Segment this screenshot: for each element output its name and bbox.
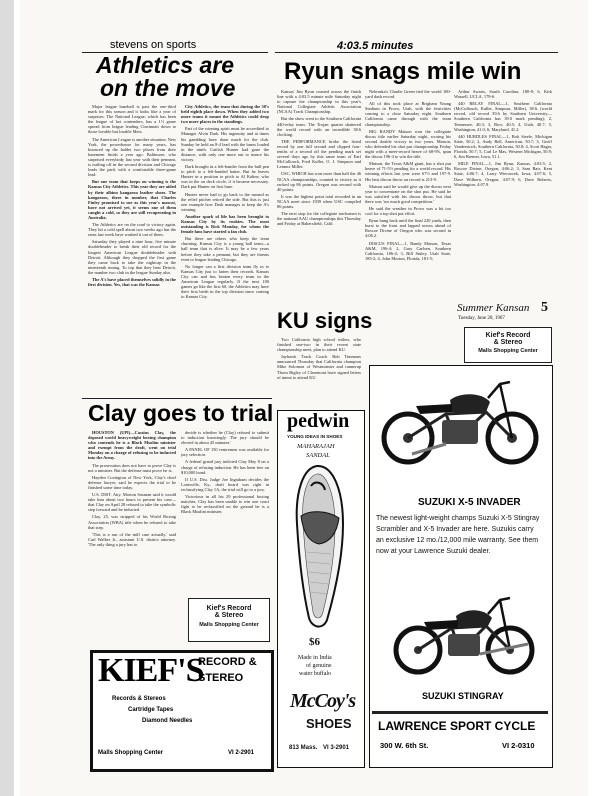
paragraph: It was the highest point total recorded in an NCAA meet since 1939 when USC compiled 86 points. [277, 193, 361, 209]
paragraph: Another spark of life has been brought to Kansas City by its rookies. The most outstanding is Rick Monday, for whom the female fans have started a fan club. [181, 213, 269, 235]
paragraph: He said the weather in Provo was a bit too cool for a top shot put effort. [365, 205, 451, 217]
paragraph: City Athletics, the team that during the 50's held eighth place down. When they added two more teams it meant the Athletics could drop two more places in the standings. [181, 104, 269, 125]
paragraph: MILE FINAL—1, Jim Ryun, Kansas, 4:03.5; 2, Roscoe Divine, Oregon, 4:06.2; 3, Sam Bair, Kent State, 4:06.7; 4, Larry Wieczorek, Iowa, 4:07.6; 5, Dave Wilborn, Oregon, 4:07.9; 6, Dave Roberts, Washington, 4:07.9. [454, 161, 552, 187]
paragraph: Part of the winning spirit must be accredited to Manager Alvin Dark. His ingenuity and at times his gambling have done much for the club. Sunday he held an 8-4 lead with the bases loaded in the ninth. Catfish Hunter had gone the distance, with only one more out to insure his victory. [181, 126, 269, 162]
kiefs-ad-line1: Kief's Record [485, 332, 531, 339]
mccoys-logo: McCoy's [290, 690, 356, 712]
kiefs-big-ad-record-2: STEREO [198, 672, 244, 684]
kiefs-big-ad-name: KIEF'S [98, 652, 204, 689]
paragraph: Victorious in all his 29 professional boxing matches, Clay has been unable to win one court fight to be reclassified on the ground he is a Black Muslim minister. [181, 494, 269, 515]
paragraph: DISCUS FINAL—1, Randy Matson, Texas A&M, 196-4; 2, Gary Carlsen, Southern California, 186-4; 3, Bill Stuley, Utah State, 185-2; 4, John Morton, Florida, 181-5; [365, 240, 451, 261]
paragraph: Hunter never had to go back to the mound as the relief pitcher retired the side. But this is just one example how Dark manages to keep the A's winning. [181, 191, 269, 212]
kiefs-ad-line3: Malls Shopping Center [199, 622, 259, 628]
issue-date: Tuesday, June 20, 1967 [458, 316, 505, 321]
clay-column-1 [88, 430, 176, 640]
paragraph: A PANEL OF 150 veniremen was available for jury selection. [181, 447, 269, 458]
suzuki-desc-line1: The newest light-weight champs Suzuki X-5 Stingray [376, 515, 540, 522]
paragraph: 440 HURDLES FINAL—1, Bob Steele, Michigan State, 50.2; 2, Andy Bell, American, 50.7; 3, Geoff Vanderstock, Southern California, 50.8; 4, Scott Hagar, Florida, 50.7; 5, Carl Le Mas, Western Michigan, 50.9; 6, Jim Bremer, Iowa, 51.1. [454, 133, 552, 160]
ku-signs-text [277, 337, 361, 409]
time-header: 4:03.5 minutes [337, 40, 414, 52]
kiefs-big-ad-phone: VI 2-2901 [228, 750, 255, 756]
suzuki-dealer: LAWRENCE SPORT CYCLE [378, 719, 536, 733]
engine [442, 420, 478, 444]
suzuki-address: 300 W. 6th St. [380, 741, 429, 750]
pedwin-made-line1: Made in India [298, 655, 332, 661]
paragraph: Dark brought in a left-hander from the bull pen to pitch to a left-handed batter. But he leaves Hunter in a position to pitch to Al Kaline, who was in the on deck circle, if it became necessary. Dark put Hunter on first base. [181, 164, 269, 190]
kiefs-big-ad-record-1: RECORD & [198, 656, 257, 668]
paragraph: All of this took place at Brigham Young Stadium in Provo, Utah, with the festivities coming to a close Saturday night. Southern California came through with the team championship. [365, 101, 451, 127]
pedwin-tagline: YOUNG IDEAS IN SHOES [287, 434, 343, 439]
paragraph: Saturday they played a nine hour, five minute doubleheader to break their old record for the longest American League doubleheader with Detroit. Although they dropped the first game they came back to take the nightcap in the nineteenth inning. To top that they beat Detroit, the number two club in the league Sunday also. [88, 239, 176, 275]
suzuki-desc-line4: now at your Lawrence Suzuki dealer. [376, 548, 491, 555]
paragraph: A federal grand jury indicted Clay May 8 on a charge of refusing induction. He has been free on $10,000 bond. [181, 459, 269, 475]
kiefs-ad-bottom [188, 598, 270, 642]
paragraph: 440 RELAY FINAL—1, Southern California (McCullouch, Kuller, Simpson, Miller), 38.6, (world record, old record 39.6 by Southern University—Southern California has 39.0 mark pending); 2, Tennessee, 40.3; 3, Rice, 40.5; 4, Utah, 40.7; 5, Washington, 41.0; 6, Maryland, 41.2. [454, 101, 552, 132]
paragraph: The Athletics are on the road to victory again. They hit a cold spell about two weeks ago but the rains last week have washed it out of them. [88, 222, 176, 238]
motorcycle-illustration-invader [376, 368, 544, 468]
scanner-edge [0, 0, 14, 796]
kiefs-ad-top [464, 327, 552, 363]
paragraph: But one team that keeps on winning is the Kansas City Athletics. This year they are aided by their albino kangaroo leather shoes. The kangaroos, three in number, that Charles Finley promised to use as this year's mascot, have not arrived yet, it seems one of them caught a cold, so they are still recuperating in Australia. [88, 179, 176, 220]
pedwin-brand: pedwin [287, 410, 350, 432]
pedwin-made-line2: of genuine [306, 663, 332, 669]
pedwin-phone: VI 3-2901 [323, 745, 350, 751]
paragraph: Ryun hung back until the final 220 yards, then burst to the front and lapped across ahead of Roscoe Divine of Oregon who was second in 4:06.2. [365, 218, 451, 239]
kiefs-big-ad-line2: Cartridge Tapes [128, 707, 174, 713]
fuel-tank [456, 610, 492, 626]
motorcycle-illustration-stingray [388, 588, 538, 678]
athletics-column-2 [181, 104, 269, 396]
suzuki-desc-line3: an exclusive 12 mo./12,000 mile warranty. See them [376, 537, 539, 544]
paragraph: Matson, the Texas A&M giant, has a shot put heave of 71-5½ pending for a world record. His winning efforts last year were 67½ and 197-9. His best discus throw on record is 213-9. [365, 161, 451, 182]
ryun-column-3 [454, 89, 552, 289]
paragraph: Jayhawk Track Coach Bob Timmons announced Thursday that California champion Mike Solomon of Westminster and runnerup Thorn Bigley of Claremont have signed letters of intent to attend KU. [277, 354, 361, 380]
kiefs-ad-line1: Kief's Record [206, 605, 252, 612]
mccoys-shoes: SHOES [306, 716, 352, 731]
kiefs-ad-line2: & Stereo [214, 612, 244, 619]
clay-column-2 [181, 430, 269, 590]
pedwin-price: $6 [309, 636, 320, 648]
paragraph: THE PERFORMANCE broke the listed record by one full second and clipped four-tenths of a second off the pending mark set several days ago by this same team of Earl McCullouch, Fred Kuller, O. J. Simpson and Lennox Miller. [277, 138, 361, 170]
paragraph: Matson said he would give up the discus next year to concentrate on the shot put. He said he was satisfied with his discus throw, but that there was 'too much good competition.' [365, 183, 451, 204]
paragraph: The prosecution does not have to prove Clay is not a minister. But the defense must prove he is. [88, 462, 176, 473]
fuel-tank [450, 394, 490, 412]
paragraph: HOUSTON (UPI)—Cassius Clay, the deposed world heavyweight boxing champion who contends he is a Black Muslim minister and exempt from the draft, went on trial Monday on a charge of refusing to be inducted into the Army. [88, 430, 176, 461]
paragraph: Hayden Covington of New York, Clay's chief defense lawyer, said he expects the trial to be finished some time today. [88, 474, 176, 490]
athletics-headline-line1: Athletics are [96, 52, 235, 78]
paper-name: Summer Kansan [457, 302, 530, 314]
page-number: 5 [541, 300, 548, 315]
sandal-illustration [287, 462, 351, 632]
athletics-column-1 [88, 104, 176, 396]
athletics-headline-line2: on the move [100, 75, 236, 101]
suzuki-model2: SUZUKI STINGRAY [422, 691, 504, 701]
paragraph: The American League is another situation. New York, the powerhouse for many years, has bounced up the ladder two places from their basement finish a year ago. Baltimore, who surprised everybody last year with their pennant, is trailing off in the second division and Chicago leads the pack with a comfortable three-game lead. [88, 136, 176, 178]
pedwin-made-line3: water buffalo [299, 671, 332, 677]
ryun-column-2 [365, 89, 451, 354]
kiefs-big-ad-address: Malls Shopping Center [98, 750, 164, 756]
paragraph: Two California high school milers, who finished one-two in their recent state championship meet, plan to attend KU. [277, 337, 361, 353]
suzuki-phone: VI 2-0310 [502, 741, 535, 750]
paragraph: Kansas' Jim Ryun coasted across the finish line with a 4:03.5 minute mile Saturday night to capture the championship in this year's National Collegiate Athletic Association (NCAA) Track Championship. [277, 89, 361, 115]
paragraph: The A's have placed themselves solidly in the first division. Yes, that was the Kansas [88, 277, 176, 288]
suzuki-model1: SUZUKI X-5 INVADER [418, 497, 521, 508]
paragraph: BIG RANDY Matson won the collegiate discus title earlier Saturday night, scoring his second double victory in two years. Matson, who defended his shot put championship Friday night with a meet-record heave of 68-9⅞, spun the discus 196-4 to win the title. [365, 128, 451, 160]
paragraph: decide is whether he (Clay) refused to submit to induction knowingly. The jury should be elected in about 45 minutes.' [181, 430, 269, 446]
pedwin-product-line1: MAHARAJAH [297, 443, 335, 450]
engine [448, 634, 480, 656]
suzuki-desc-line2: Scrambler and X-5 Invader are here. Suzukis carry [376, 526, 534, 533]
paragraph: But the show went to the Southern California 440-relay team. The Trojan quartet shattered the world record with an incredible 38.6 clocking. [277, 116, 361, 137]
ryun-headline-text: Ryun snags mile win [284, 58, 522, 85]
paragraph: USC, WHICH has won more than half the 46 NCAA championships, counted to victory as it racked up 86 points. Oregon was second with 40 points. [277, 171, 361, 192]
pedwin-product-line2: SANDAL [306, 452, 330, 459]
kiefs-ad-line3: Malls Shopping Center [478, 348, 538, 354]
clay-headline: Clay goes to trial [88, 400, 274, 426]
paragraph: If U.S. Dist. Judge Joe Ingraham decides the Louisville, Ky., draft board was right in reclassifying Clay 1A, the trial will go to a jury. [181, 476, 269, 492]
suzuki-divider [372, 711, 548, 714]
paragraph: No longer can a first division team fly in to Kansas City just to fatten their records. Kansas City can and has beaten every team in the American League regularly. If the next 100 games go like the first 60, the Athletics may have their first berth in the top division since coming to Kansas City. [181, 263, 269, 300]
paragraph: Clay, 25, was stripped of his World Boxing Association (WBA) title when he refused to take that step. [88, 514, 176, 530]
paragraph: 'This is a run of the mill case actually,' said Carl Walker Jr., assistant U.S. district attorney. 'The only thing a jury has to [88, 531, 176, 547]
ryun-column-1 [277, 89, 361, 303]
paragraph: The next stop for the collegiate tracksmen is the national AAU championships this Thursday and Friday at Bakersfield, Calif. [277, 211, 361, 227]
paragraph: But there are others who keep the team churning. Kansas City is a young ball team—a ball team that is alive. It may be a few years before they take a pennant, but they are threats even to league leading Chicago. [181, 236, 269, 262]
paragraph: U.S. DIST. Atty. Morton Susman said it would take him about two hours to present his case—that Clay on April 28 refused to take the symbolic step forward and be inducted. [88, 492, 176, 513]
kiefs-big-ad-line1: Records & Stereos [112, 696, 166, 702]
paragraph: Nebraska's Charlie Green tied the world 100-yard dash record. [365, 89, 451, 100]
kiefs-big-ad-line3: Diamond Needles [142, 718, 193, 724]
column-kicker: stevens on sports [110, 39, 197, 51]
paragraph: Major league baseball is past the one-third mark for this season and it looks like a year of surprises. The National League, which has been the league of hot contenders, has a 1½ game spread from league leading Cincinnati down to those lovable but losable Mets. [88, 104, 176, 135]
kiefs-ad-line2: & Stereo [493, 339, 523, 346]
clay-top-rule [82, 398, 272, 399]
ku-signs-headline: KU signs [277, 308, 373, 333]
time-rule [275, 52, 558, 53]
paragraph: Arthur Swarts, South Carolina, 180-8; 6, Kirk Wassell, UCLA, 179-6. [454, 89, 552, 100]
pedwin-address: 813 Mass. [289, 745, 318, 751]
